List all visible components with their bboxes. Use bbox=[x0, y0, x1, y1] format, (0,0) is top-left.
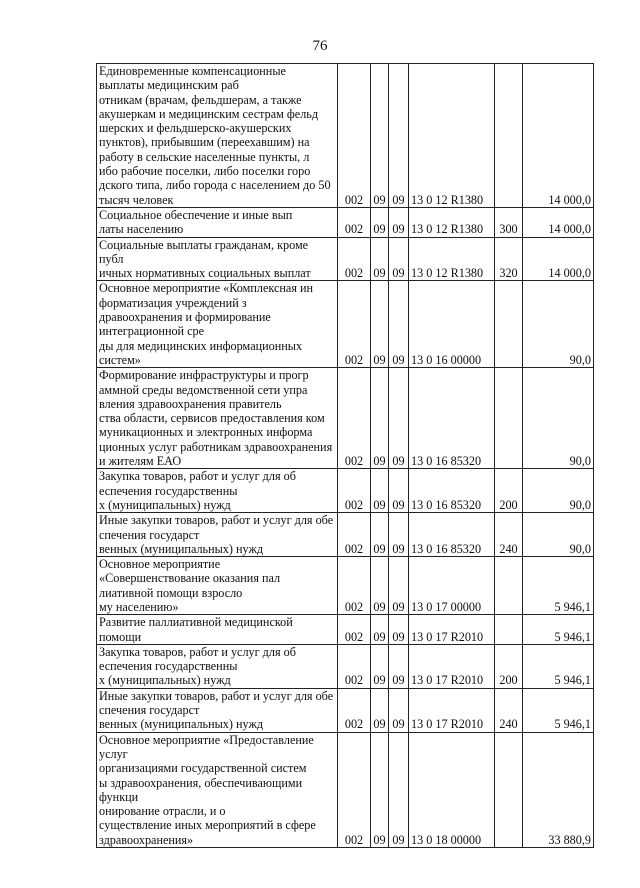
section-code-cell: 09 bbox=[371, 557, 389, 615]
row-name-line: Основное мероприятие «Комплексная ин bbox=[99, 281, 314, 296]
row-name-line: Социальные выплаты гражданам, кроме публ bbox=[99, 237, 309, 266]
expense-type-code-cell bbox=[495, 615, 523, 645]
expense-type-code-cell: 200 bbox=[495, 469, 523, 513]
row-name-line: латы населению bbox=[99, 222, 184, 237]
row-name-line: пунктов), прибывшим (переехавшим) на bbox=[99, 135, 310, 150]
row-name-line: спечения государст bbox=[99, 703, 200, 718]
row-name-line: и жителям ЕАО bbox=[99, 454, 182, 469]
amount-cell: 33 880,9 bbox=[523, 732, 594, 847]
row-name-line: онирование отрасли, и о bbox=[99, 804, 226, 819]
target-article-code-cell: 13 0 12 R1380 bbox=[409, 64, 495, 208]
row-name-line: аммной среды ведомственной сети упра bbox=[99, 382, 308, 397]
target-article-code-cell: 13 0 17 00000 bbox=[409, 557, 495, 615]
row-name-cell bbox=[97, 281, 338, 368]
section-code-cell: 09 bbox=[371, 64, 389, 208]
expense-type-code-cell bbox=[495, 281, 523, 368]
amount-cell: 90,0 bbox=[523, 513, 594, 557]
target-article-code-cell: 13 0 17 R2010 bbox=[409, 644, 495, 688]
row-name-line: Формирование инфраструктуры и прогр bbox=[99, 368, 309, 383]
row-name-line: Развитие паллиативной медицинской помощи bbox=[99, 615, 293, 644]
row-name-cell bbox=[97, 237, 338, 281]
expense-type-code-cell bbox=[495, 732, 523, 847]
table-row bbox=[97, 207, 594, 237]
row-name-cell bbox=[97, 469, 338, 513]
table-row bbox=[97, 615, 594, 645]
section-code-cell: 09 bbox=[371, 281, 389, 368]
table-row bbox=[97, 281, 594, 368]
table-row bbox=[97, 469, 594, 513]
table-row bbox=[97, 688, 594, 732]
row-name-line: ы здравоохранения, обеспечивающими функци bbox=[99, 775, 303, 804]
section-code-cell: 09 bbox=[371, 644, 389, 688]
amount-cell: 5 946,1 bbox=[523, 688, 594, 732]
row-name-line: х (муниципальных) нужд bbox=[99, 497, 231, 512]
budget-table bbox=[96, 63, 594, 848]
row-name-cell bbox=[97, 368, 338, 469]
row-name-cell bbox=[97, 207, 338, 237]
row-name-line: дского типа, либо города с населением до 50 тысяч человек bbox=[99, 178, 331, 207]
target-article-code-cell: 13 0 18 00000 bbox=[409, 732, 495, 847]
expense-type-code-cell bbox=[495, 368, 523, 469]
row-name-line: Социальное обеспечение и иные вып bbox=[99, 207, 293, 222]
table-row bbox=[97, 732, 594, 847]
expense-type-code-cell: 240 bbox=[495, 688, 523, 732]
amount-cell: 5 946,1 bbox=[523, 644, 594, 688]
section-code-cell: 09 bbox=[371, 469, 389, 513]
subsection-code-cell: 09 bbox=[389, 469, 409, 513]
target-article-code-cell: 13 0 16 85320 bbox=[409, 368, 495, 469]
row-name-line: Закупка товаров, работ и услуг для об bbox=[99, 644, 296, 659]
row-name-line: организациями государственной систем bbox=[99, 761, 307, 776]
row-name-line: дравоохранения и формирование интеграционной сре bbox=[99, 310, 271, 339]
admin-code-cell: 002 bbox=[338, 469, 371, 513]
admin-code-cell: 002 bbox=[338, 513, 371, 557]
page-number: 76 bbox=[312, 38, 328, 54]
target-article-code-cell: 13 0 17 R2010 bbox=[409, 615, 495, 645]
row-name-line: еспечения государственны bbox=[99, 659, 238, 674]
subsection-code-cell: 09 bbox=[389, 644, 409, 688]
admin-code-cell: 002 bbox=[338, 688, 371, 732]
amount-cell: 14 000,0 bbox=[523, 207, 594, 237]
target-article-code-cell: 13 0 17 R2010 bbox=[409, 688, 495, 732]
budget-table-body bbox=[97, 64, 594, 848]
amount-cell: 5 946,1 bbox=[523, 557, 594, 615]
expense-type-code-cell: 320 bbox=[495, 237, 523, 281]
amount-cell: 14 000,0 bbox=[523, 64, 594, 208]
row-name-line: Иные закупки товаров, работ и услуг для обе bbox=[99, 513, 334, 528]
target-article-code-cell: 13 0 16 00000 bbox=[409, 281, 495, 368]
row-name-cell bbox=[97, 644, 338, 688]
subsection-code-cell: 09 bbox=[389, 732, 409, 847]
table-row bbox=[97, 368, 594, 469]
subsection-code-cell: 09 bbox=[389, 688, 409, 732]
subsection-code-cell: 09 bbox=[389, 557, 409, 615]
subsection-code-cell: 09 bbox=[389, 513, 409, 557]
subsection-code-cell: 09 bbox=[389, 615, 409, 645]
amount-cell: 5 946,1 bbox=[523, 615, 594, 645]
section-code-cell: 09 bbox=[371, 688, 389, 732]
section-code-cell: 09 bbox=[371, 237, 389, 281]
row-name-line: х (муниципальных) нужд bbox=[99, 673, 231, 688]
subsection-code-cell: 09 bbox=[389, 281, 409, 368]
row-name-line: му населению» bbox=[99, 599, 179, 614]
row-name-cell bbox=[97, 513, 338, 557]
table-row bbox=[97, 64, 594, 208]
expense-type-code-cell bbox=[495, 64, 523, 208]
admin-code-cell: 002 bbox=[338, 615, 371, 645]
row-name-line: ибо рабочие поселки, либо поселки горо bbox=[99, 164, 311, 179]
table-row bbox=[97, 513, 594, 557]
row-name-line: шерских и фельдшерско-акушерских bbox=[99, 121, 292, 136]
row-name-line: муникационных и электронных информа bbox=[99, 425, 313, 440]
row-name-line: форматизация учреждений з bbox=[99, 295, 247, 310]
row-name-line: «Совершенствование оказания пал bbox=[99, 571, 281, 586]
row-name-line: Иные закупки товаров, работ и услуг для обе bbox=[99, 688, 334, 703]
row-name-line: систем» bbox=[99, 352, 141, 367]
expense-type-code-cell: 200 bbox=[495, 644, 523, 688]
table-row bbox=[97, 237, 594, 281]
amount-cell: 90,0 bbox=[523, 368, 594, 469]
row-name-line: Основное мероприятие «Предоставление услуг bbox=[99, 732, 314, 761]
row-name-line: еспечения государственны bbox=[99, 483, 238, 498]
expense-type-code-cell: 240 bbox=[495, 513, 523, 557]
subsection-code-cell: 09 bbox=[389, 207, 409, 237]
row-name-line: лиативной помощи взросло bbox=[99, 585, 243, 600]
target-article-code-cell: 13 0 12 R1380 bbox=[409, 237, 495, 281]
row-name-line: Основное мероприятие bbox=[99, 557, 221, 572]
row-name-line: работу в сельские населенные пункты, л bbox=[99, 149, 310, 164]
target-article-code-cell: 13 0 12 R1380 bbox=[409, 207, 495, 237]
expense-type-code-cell bbox=[495, 557, 523, 615]
target-article-code-cell: 13 0 16 85320 bbox=[409, 469, 495, 513]
row-name-cell bbox=[97, 688, 338, 732]
expense-type-code-cell: 300 bbox=[495, 207, 523, 237]
admin-code-cell: 002 bbox=[338, 281, 371, 368]
row-name-line: отникам (врачам, фельдшерам, а также bbox=[99, 92, 302, 107]
row-name-line: Единовременные компенсационные bbox=[99, 64, 286, 78]
row-name-cell bbox=[97, 732, 338, 847]
row-name-line: венных (муниципальных) нужд bbox=[99, 541, 264, 556]
subsection-code-cell: 09 bbox=[389, 368, 409, 469]
row-name-line: ционных услуг работникам здравоохранения bbox=[99, 439, 333, 454]
row-name-line: вления здравоохранения правитель bbox=[99, 396, 282, 411]
row-name-cell bbox=[97, 557, 338, 615]
amount-cell: 90,0 bbox=[523, 281, 594, 368]
section-code-cell: 09 bbox=[371, 368, 389, 469]
row-name-cell bbox=[97, 64, 338, 208]
admin-code-cell: 002 bbox=[338, 64, 371, 208]
row-name-line: Закупка товаров, работ и услуг для об bbox=[99, 469, 296, 484]
admin-code-cell: 002 bbox=[338, 732, 371, 847]
target-article-code-cell: 13 0 16 85320 bbox=[409, 513, 495, 557]
row-name-line: выплаты медицинским раб bbox=[99, 78, 239, 93]
admin-code-cell: 002 bbox=[338, 207, 371, 237]
row-name-line: существление иных мероприятий в сфере здравоохранения» bbox=[99, 818, 316, 847]
amount-cell: 90,0 bbox=[523, 469, 594, 513]
table-row bbox=[97, 644, 594, 688]
subsection-code-cell: 09 bbox=[389, 64, 409, 208]
section-code-cell: 09 bbox=[371, 513, 389, 557]
section-code-cell: 09 bbox=[371, 732, 389, 847]
row-name-line: спечения государст bbox=[99, 527, 200, 542]
section-code-cell: 09 bbox=[371, 207, 389, 237]
admin-code-cell: 002 bbox=[338, 368, 371, 469]
row-name-line: ды для медицинских информационных bbox=[99, 338, 303, 353]
table-row bbox=[97, 557, 594, 615]
admin-code-cell: 002 bbox=[338, 557, 371, 615]
admin-code-cell: 002 bbox=[338, 237, 371, 281]
row-name-line: акушеркам и медицинским сестрам фельд bbox=[99, 106, 319, 121]
row-name-line: ичных нормативных социальных выплат bbox=[99, 266, 311, 281]
row-name-cell bbox=[97, 615, 338, 645]
section-code-cell: 09 bbox=[371, 615, 389, 645]
subsection-code-cell: 09 bbox=[389, 237, 409, 281]
admin-code-cell: 002 bbox=[338, 644, 371, 688]
row-name-line: ства области, сервисов предоставления ком bbox=[99, 411, 325, 426]
row-name-line: венных (муниципальных) нужд bbox=[99, 717, 264, 732]
amount-cell: 14 000,0 bbox=[523, 237, 594, 281]
